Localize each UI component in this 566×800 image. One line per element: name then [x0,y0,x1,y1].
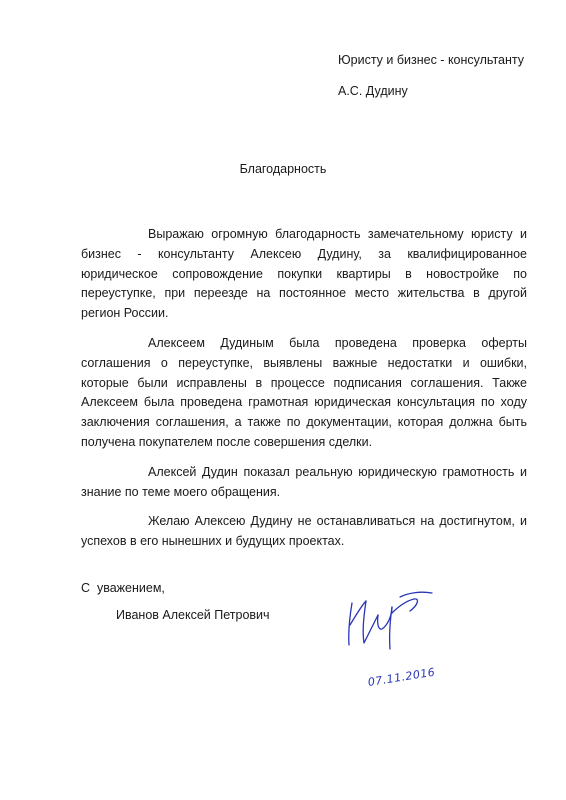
body-paragraph-1: Выражаю огромную благодарность замечательному юристу и бизнес - консультанту Алексею Дудину, за квалифицированное юридическое сопровождение покупки квартиры в новостройке по переуступке, при переезде на постоянное место жительства в другой регион России. [81,227,527,321]
body-paragraph-2: Алексеем Дудиным была проведена проверка оферты соглашения о переуступке, выявлены важные недостатки и ошибки, которые были исправлены в процессе подписания соглашения. Также Алексеем была проведена грамотная юридическая консультация по ходу заключения соглашения, а также по документации, которая должна быть получена покупателем после совершения сделки. [81,335,527,449]
body-paragraph-4: Желаю Алексею Дудину не останавливаться на достигнутом, и успехов в его нынешних и будущих проектах. [81,514,527,549]
addressee-block [338,53,524,99]
addressee-line-1: Юристу и бизнес - консультанту [338,53,525,67]
closing-phrase: С уважением, [81,581,165,595]
handwritten-signature [340,585,440,655]
signature-date: 07.11.2016 [366,665,437,689]
body-paragraph-3: Алексей Дудин показал реальную юридическую грамотность и знание по теме моего обращения. [81,464,527,499]
letter-title: Благодарность [239,162,327,176]
sender-name: Иванов Алексей Петрович [116,608,270,622]
letter-body [81,225,527,562]
addressee-line-2: А.С. Дудину [338,84,408,98]
